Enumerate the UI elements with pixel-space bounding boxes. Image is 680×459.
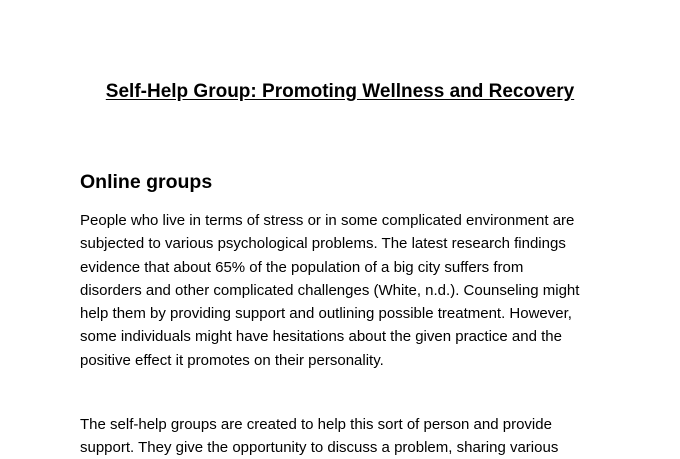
section-heading: Online groups — [80, 171, 213, 193]
body-paragraph: People who live in terms of stress or in some complicated environment are subjected to various psychological problems. The latest research findings evidence that about 65% of the population of a big city suffers from disorders and other complicated challenges (White, n.d.). Counseling might help them by providing support and outlining possible treatment. However, some individuals might have hesitations about the given practice and the positive effect it promotes on their personality. — [80, 212, 580, 369]
body-paragraph: The self-help groups are created to help this sort of person and provide support. They give the opportunity to discuss a problem, sharing various — [80, 416, 559, 457]
document-title: Self-Help Group: Promoting Wellness and Recovery — [105, 81, 575, 102]
